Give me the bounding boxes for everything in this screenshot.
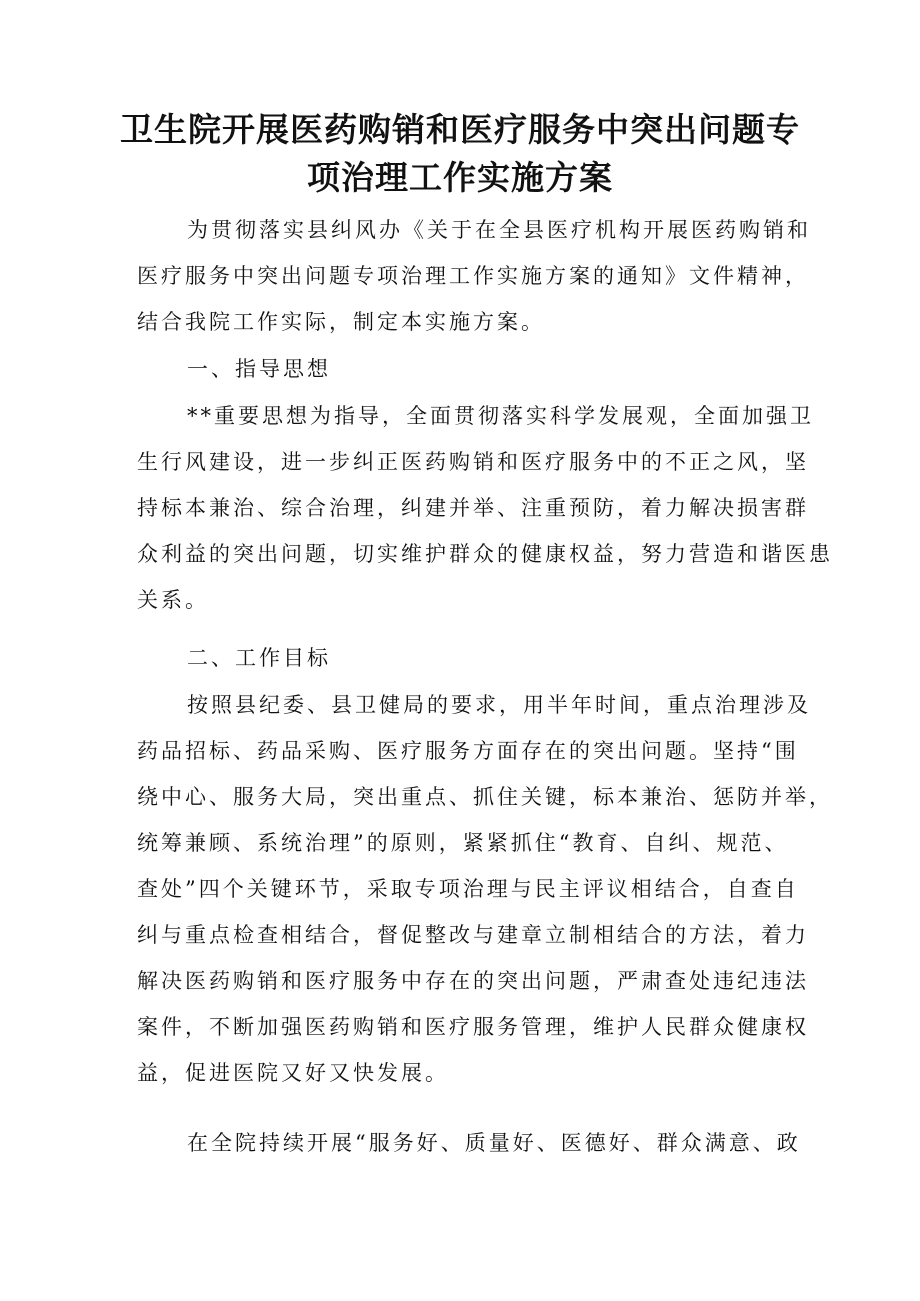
document-title-line-2: 项治理工作实施方案 — [307, 158, 613, 197]
paragraph-line: 查处”四个关键环节，采取专项治理与民主评议相结合，自查自 — [137, 877, 799, 901]
paragraph-line: 持标本兼治、综合治理，纠建并举、注重预防，着力解决损害群 — [137, 496, 809, 520]
paragraph-line: 众利益的突出问题，切实维护群众的健康权益，努力营造和谐医患 — [137, 542, 833, 566]
paragraph-line: 解决医药购销和医疗服务中存在的突出问题，严肃查处违纪违法 — [137, 969, 809, 993]
paragraph-line: 纠与重点检查相结合，督促整改与建章立制相结合的方法，着力 — [137, 923, 809, 947]
paragraph-line: 药品招标、药品采购、医疗服务方面存在的突出问题。坚持“围 — [137, 739, 799, 763]
paragraph-line: 按照县纪委、县卫健局的要求，用半年时间，重点治理涉及 — [187, 693, 811, 717]
paragraph-line: 益，促进医院又好又快发展。 — [137, 1061, 449, 1085]
paragraph-line: 关系。 — [137, 588, 209, 612]
section-heading-work-goals — [137, 635, 797, 681]
work-goals-paragraph — [137, 682, 833, 1096]
paragraph-line: 为贯彻落实县纠风办《关于在全县医疗机构开展医药购销和 — [187, 218, 811, 242]
paragraph-line: 案件，不断加强医药购销和医疗服务管理，维护人民群众健康权 — [137, 1015, 809, 1039]
section-heading: 一、指导思想 — [187, 357, 331, 381]
intro-paragraph — [137, 207, 811, 345]
document-title-line-1: 卫生院开展医药购销和医疗服务中突出问题专 — [120, 110, 800, 149]
paragraph-line: 在全院持续开展“服务好、质量好、医德好、群众满意、政 — [187, 1131, 801, 1155]
section-heading-guiding-ideology — [137, 346, 797, 392]
activity-paragraph — [137, 1120, 801, 1166]
paragraph-line: 绕中心、服务大局，突出重点、抓住关键，标本兼治、惩防并举， — [137, 785, 833, 809]
paragraph-line: 统筹兼顾、系统治理”的原则，紧紧抓住“教育、自纠、规范、 — [137, 831, 789, 855]
paragraph-line: 医疗服务中突出问题专项治理工作实施方案的通知》文件精神， — [137, 264, 809, 288]
section-heading: 二、工作目标 — [187, 646, 331, 670]
paragraph-line: 结合我院工作实际，制定本实施方案。 — [137, 310, 545, 334]
paragraph-line: 生行风建设，进一步纠正医药购销和医疗服务中的不正之风，坚 — [137, 450, 809, 474]
guiding-ideology-paragraph — [137, 393, 833, 623]
paragraph-line: **重要思想为指导，全面贯彻落实科学发展观，全面加强卫 — [187, 404, 814, 428]
